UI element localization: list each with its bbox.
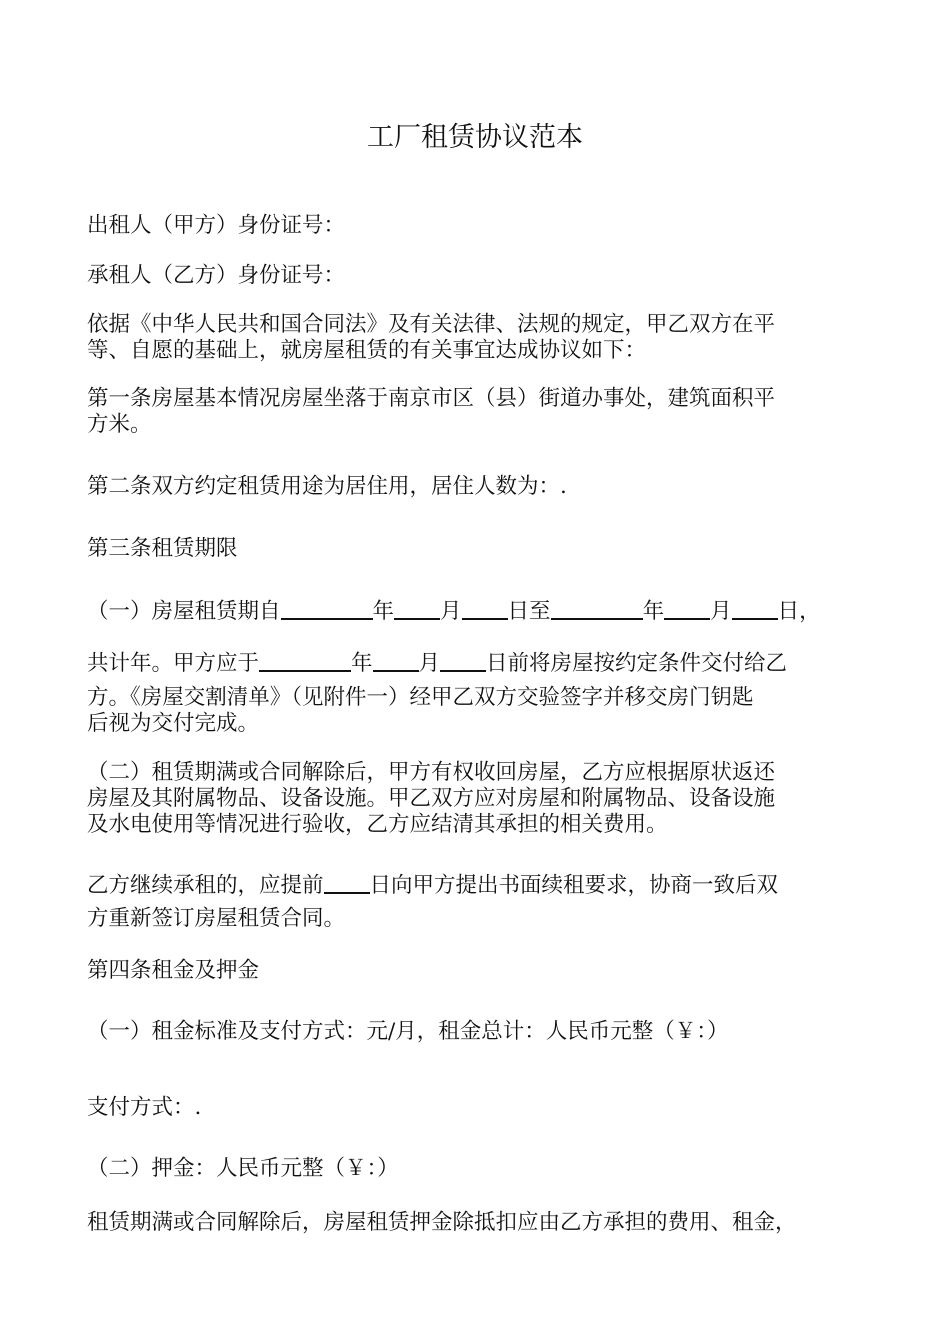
deposit-paragraph: 租赁期满或合同解除后，房屋租赁押金除抵扣应由乙方承担的费用、租金， xyxy=(87,1210,797,1235)
article-4-heading: 第四条租金及押金 xyxy=(87,958,260,983)
preamble-line-2: 等、自愿的基础上，就房屋租赁的有关事宜达成协议如下： xyxy=(87,338,647,363)
month-label: 月 xyxy=(440,599,462,624)
return-line-1: （二）租赁期满或合同解除后，甲方有权收回房屋，乙方应根据原状返还 xyxy=(87,760,776,785)
renewal-text-end: 日向甲方提出书面续租要求，协商一致后双 xyxy=(369,873,779,898)
handover-line-2: 后视为交付完成。 xyxy=(87,711,260,736)
renewal-text: 乙方继续承租的，应提前 xyxy=(87,873,324,898)
document-title: 工厂租赁协议范本 xyxy=(367,122,583,153)
handover-line-1: 方。《房屋交割清单》（见附件一）经甲乙双方交验签字并移交房门钥匙 xyxy=(87,685,754,710)
delivery-year-blank[interactable] xyxy=(259,648,351,672)
preamble-line-1: 依据《中华人民共和国合同法》及有关法律、法规的规定，甲乙双方在平 xyxy=(87,312,776,337)
renewal-line-2: 方重新签订房屋租赁合同。 xyxy=(87,906,346,931)
article-3-item-1-line-1 xyxy=(87,596,867,625)
day-to-label: 日至 xyxy=(507,599,551,624)
end-year-blank[interactable] xyxy=(551,596,643,620)
term-from-text: （一）房屋租赁期自 xyxy=(87,599,281,624)
return-line-2: 房屋及其附属物品、设备设施。甲乙双方应对房屋和附属物品、设备设施 xyxy=(87,786,776,811)
delivery-month-blank[interactable] xyxy=(373,648,419,672)
article-4-item-2: （二）押金：人民币元整（￥：） xyxy=(87,1156,399,1181)
article-1-line-1: 第一条房屋基本情况房屋坐落于南京市区（县）街道办事处，建筑面积平 xyxy=(87,386,776,411)
end-day-blank[interactable] xyxy=(732,596,778,620)
start-month-blank[interactable] xyxy=(394,596,440,620)
month-label: 月 xyxy=(710,599,732,624)
lessee-line: 承租人（乙方）身份证号： xyxy=(87,263,346,288)
year-label: 年 xyxy=(372,599,395,624)
renewal-line-1 xyxy=(87,870,867,899)
article-3-item-1-continuation xyxy=(87,685,867,737)
year-label: 年 xyxy=(351,651,373,676)
preamble-paragraph xyxy=(87,312,867,364)
start-year-blank[interactable] xyxy=(281,596,373,620)
article-3-item-2-paragraph xyxy=(87,760,867,838)
delivery-text: 共计年。甲方应于 xyxy=(87,651,260,676)
delivery-text-end: 日前将房屋按约定条件交付给乙 xyxy=(486,651,788,676)
article-1-paragraph xyxy=(87,386,867,438)
article-4-item-1: （一）租金标准及支付方式：元/月，租金总计：人民币元整（￥：） xyxy=(87,1019,729,1044)
day-label: 日， xyxy=(777,599,821,624)
delivery-day-blank[interactable] xyxy=(440,648,486,672)
start-day-blank[interactable] xyxy=(462,596,508,620)
month-label: 月 xyxy=(418,651,441,676)
lessor-line: 出租人（甲方）身份证号： xyxy=(87,213,346,238)
renewal-days-blank[interactable] xyxy=(324,870,370,894)
end-month-blank[interactable] xyxy=(664,596,710,620)
article-3-item-1-line-2 xyxy=(87,648,867,677)
payment-method-line: 支付方式：. xyxy=(87,1095,202,1120)
year-label: 年 xyxy=(642,599,665,624)
article-1-line-2: 方米。 xyxy=(87,412,152,437)
return-line-3: 及水电使用等情况进行验收，乙方应结清其承担的相关费用。 xyxy=(87,812,668,837)
article-2-paragraph: 第二条双方约定租赁用途为居住用，居住人数为：. xyxy=(87,474,567,499)
article-3-heading: 第三条租赁期限 xyxy=(87,536,238,561)
